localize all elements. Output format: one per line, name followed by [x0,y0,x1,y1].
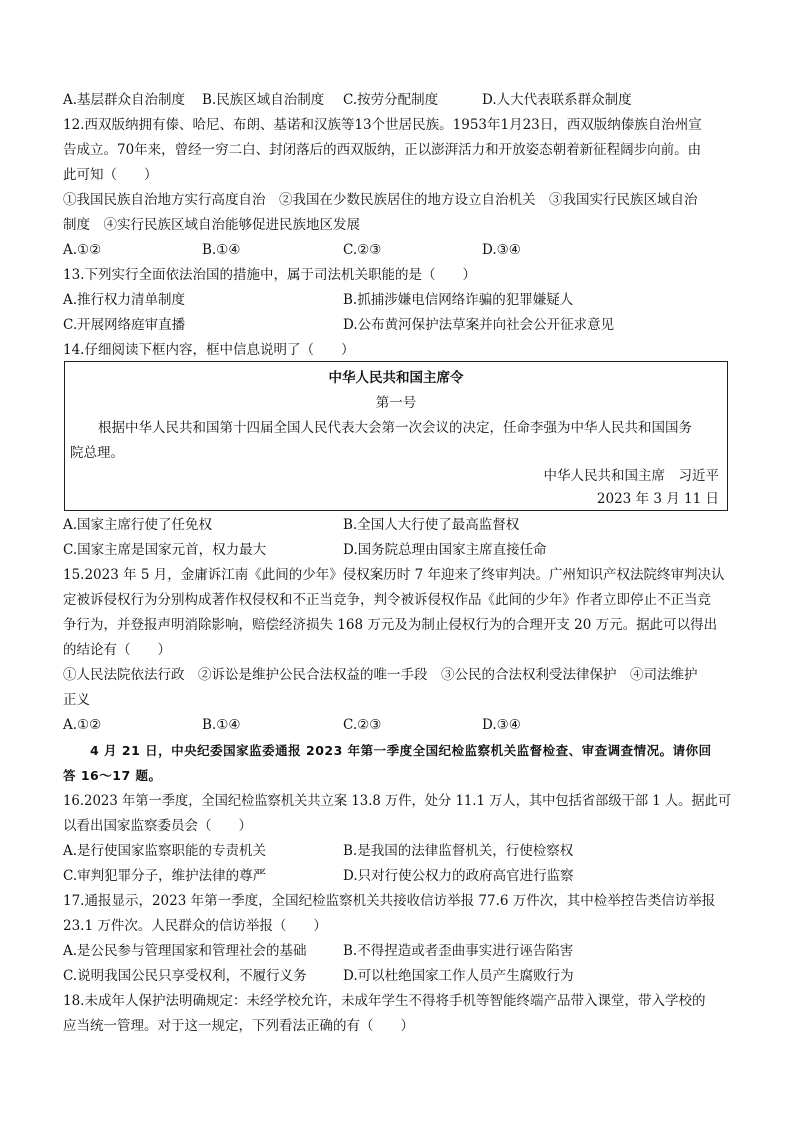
q12-option-b: B.①④ [202,242,241,258]
q15-stem-line-4: 的结论有（ ） [63,642,171,658]
q12-option-d: D.③④ [482,242,521,258]
q14-option-a: A.国家主席行使了任免权 [63,517,213,533]
q17-option-c: C.说明我国公民只享受权利，不履行义务 [63,968,307,984]
q16-stem-line-1: 16.2023 年第一季度，全国纪检监察机关共立案 13.8 万件，处分 11.1 万人，其中包括省部级干部 1 人。据此可 [63,793,732,809]
q15-statement-line-1: ①人民法院依法行政 ②诉讼是维护公民合法权益的唯一手段 ③公民的合法权利受法律保护 ④司法维护 [63,667,698,683]
q16-option-d: D.只对行使公权力的政府高官进行监察 [343,868,574,884]
q15-option-a: A.①② [63,717,102,733]
q18-stem-line-1: 18.未成年人保护法明确规定：未经学校允许，未成年学生不得将手机等智能终端产品带入课堂，带入学校的 [63,993,706,1009]
q12-stem-line-1: 12.西双版纳拥有傣、哈尼、布朗、基诺和汉族等13个世居民族。1953年1月23日，西双版纳傣族自治州宣 [63,117,702,133]
q15-stem-line-2: 定被诉侵权行为分别构成著作权侵权和不正当竞争，判令被诉侵权作品《此间的少年》作者立即停止不正当竞 [63,592,711,608]
q11-option-b: B.民族区域自治制度 [202,92,325,108]
q12-stem-line-2: 告成立。70年来，曾经一穷二白、封闭落后的西双版纳，正以澎湃活力和开放姿态朝着新征程阔步向前。由 [63,142,702,158]
q13-option-a: A.推行权力清单制度 [63,292,186,308]
q17-stem-line-2: 23.1 万件次。人民群众的信访举报（ ） [63,918,327,934]
order-body-line-2: 院总理。 [70,445,124,461]
q13-option-b: B.抓捕涉嫌电信网络诈骗的犯罪嫌疑人 [343,292,574,308]
q12-statement-line-2: 制度 ④实行民族区域自治能够促进民族地区发展 [63,217,360,233]
q13-option-d: D.公布黄河保护法草案并向社会公开征求意见 [343,317,615,333]
q15-option-c: C.②③ [343,717,382,733]
material-line-2: 答 16～17 题。 [63,768,162,783]
q14-stem: 14.仔细阅读下框内容，框中信息说明了（ ） [63,342,355,358]
q11-option-d: D.人大代表联系群众制度 [482,92,632,108]
order-title: 中华人民共和国主席令 [328,370,464,386]
q15-statement-line-2: 正义 [63,692,90,708]
q15-option-b: B.①④ [202,717,241,733]
order-number: 第一号 [375,395,417,411]
q15-stem-line-1: 15.2023 年 5 月，金庸诉江南《此间的少年》侵权案历时 7 年迎来了终审判决。广州知识产权法院终审判决认 [63,567,725,583]
q14-option-d: D.国务院总理由国家主席直接任命 [343,542,547,558]
q16-option-c: C.审判犯罪分子，维护法律的尊严 [63,868,267,884]
q12-stem-line-3: 此可知（ ） [63,167,158,183]
q15-stem-line-3: 争行为，并登报声明消除影响，赔偿经济损失 168 万元及为制止侵权行为的合理开支 20 万元。据此可以得出 [63,617,718,633]
order-signature: 中华人民共和国主席 习近平 [543,468,719,484]
order-body-line-1: 根据中华人民共和国第十四届全国人民代表大会第一次会议的决定，任命李强为中华人民共和国国务 [98,420,692,436]
q14-option-c: C.国家主席是国家元首，权力最大 [63,542,267,558]
q16-option-a: A.是行使国家监察职能的专责机关 [63,843,267,859]
q17-option-a: A.是公民参与管理国家和管理社会的基础 [63,943,307,959]
q13-stem: 13.下列实行全面依法治国的措施中，属于司法机关职能的是（ ） [63,267,476,283]
q16-option-b: B.是我国的法律监督机关，行使检察权 [343,843,574,859]
q11-option-c: C.按劳分配制度 [343,92,439,108]
q16-stem-line-2: 以看出国家监察委员会（ ） [63,818,252,834]
q15-option-d: D.③④ [482,717,521,733]
q18-stem-line-2: 应当统一管理。对于这一规定，下列看法正确的有（ ） [63,1018,414,1034]
q17-stem-line-1: 17.通报显示，2023 年第一季度，全国纪检监察机关共接收信访举报 77.6 万件次，其中检举控告类信访举报 [63,893,716,909]
q12-statement-line-1: ①我国民族自治地方实行高度自治 ②我国在少数民族居住的地方设立自治机关 ③我国实行民族区域自治 [63,192,698,208]
material-line-1: 4 月 21 日，中央纪委国家监委通报 2023 年第一季度全国纪检监察机关监督检查、审查调查情况。请你回 [90,743,712,758]
q12-option-c: C.②③ [343,242,382,258]
q17-option-b: B.不得捏造或者歪曲事实进行诬告陷害 [343,943,574,959]
q12-option-a: A.①② [63,242,102,258]
q14-option-b: B.全国人大行使了最高监督权 [343,517,520,533]
q17-option-d: D.可以杜绝国家工作人员产生腐败行为 [343,968,574,984]
order-date: 2023 年 3 月 11 日 [596,491,719,507]
q13-option-c: C.开展网络庭审直播 [63,317,186,333]
q11-option-a: A.基层群众自治制度 [63,92,186,108]
presidential-order-box [64,361,728,511]
